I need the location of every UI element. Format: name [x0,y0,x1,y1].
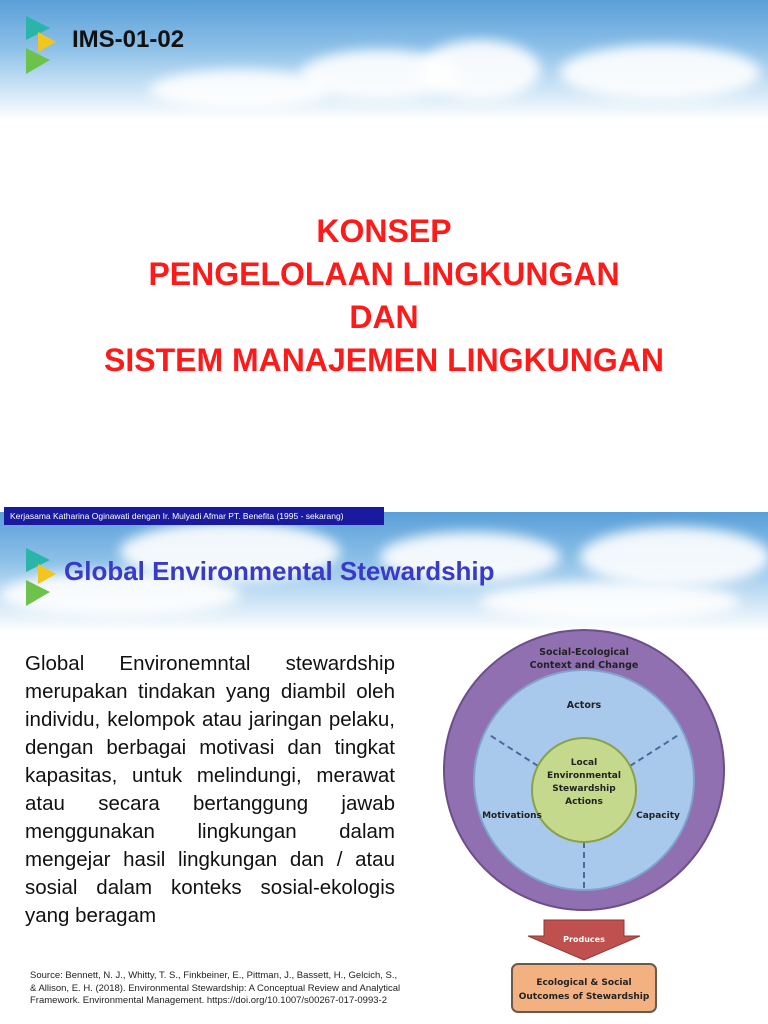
title-line-3: DAN [349,299,419,335]
ring-label-line-2: Context and Change [529,660,639,671]
source-citation: Source: Bennett, N. J., Whitty, T. S., Finkbeiner, E., Pittman, J., Bassett, H., Gelcich, S., & Allison, E. H. (2018). Environmental Stewardship: A Conceptual Review and Analytical Framework. Environmental Management. https://doi.org/10.1007/s00267-017-0993-2 [30,970,401,1006]
definition-paragraph: Global Environemntal stewardship merupakan tindakan yang diambil oleh individu, kelompok atau jaringan pelaku, dengan berbagai motivasi dan tingkat kapasitas, untuk melindungi, merawat atau secara bertanggung jawab menggunakan lingkungan dalam mengejar hasil lingkungan dan / atau sosial dalam konteks sosial-ekologis yang beragam [25,652,395,927]
title-line-2: PENGELOLAAN LINGKUNGAN [148,256,620,292]
center-label-line-4: Actions [565,797,603,807]
title-line-1: KONSEP [316,213,452,249]
tri-color-chevron-logo-icon [24,546,58,608]
capacity-label: Capacity [636,811,680,821]
center-label-line-1: Local [570,758,598,768]
sky-header-background [0,0,768,120]
produces-label: Produces [563,935,605,944]
document-code: IMS-01-02 [72,26,185,53]
center-label-line-3: Stewardship [552,784,616,794]
actors-label: Actors [566,700,602,711]
slide-main-title [0,210,768,382]
ring-label-line-1: Social-Ecological [539,647,629,658]
stewardship-framework-diagram [438,624,738,1014]
outcome-label-line-1: Ecological & Social [536,978,632,988]
outcomes-box [512,964,656,1012]
slide-title: Global Environmental Stewardship [64,556,495,586]
center-label-line-2: Environmental [547,771,621,781]
title-line-4: SISTEM MANAJEMEN LINGKUNGAN [103,342,664,378]
collaboration-footer-bar: Kerjasama Katharina Oginawati dengan Ir. Mulyadi Afmar PT. Benefita (1995 - sekarang) [4,507,384,525]
outcome-label-line-2: Outcomes of Stewardship [518,992,650,1002]
slide-stewardship [0,512,768,1024]
motivations-label: Motivations [482,811,542,821]
tri-color-chevron-logo-icon [24,14,58,76]
